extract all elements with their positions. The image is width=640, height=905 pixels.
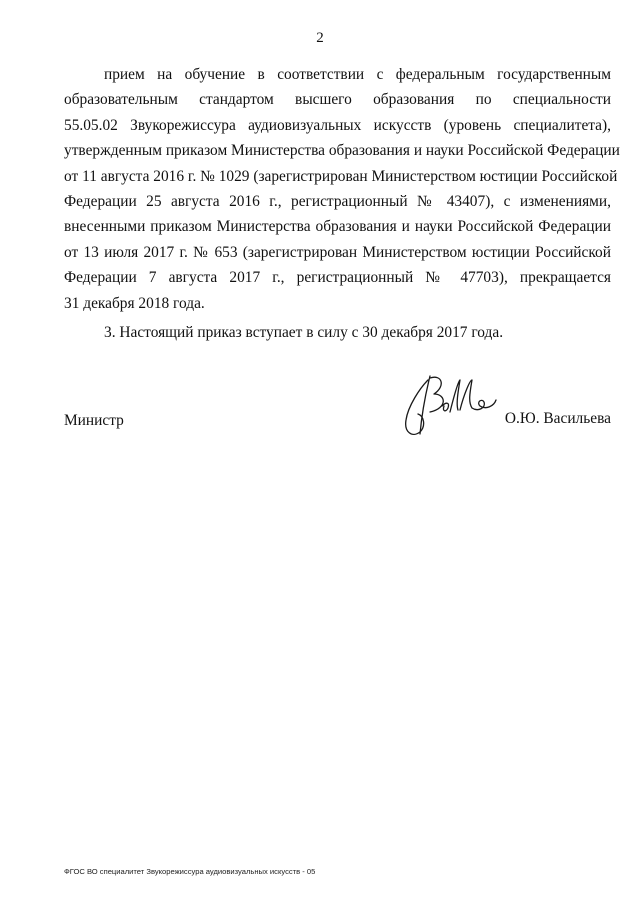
page-number: 2 <box>316 30 324 46</box>
position-title: Министр <box>64 412 124 429</box>
paragraph-line: 3. Настоящий приказ вступает в силу с 30 декабря 2017 года. <box>104 324 504 341</box>
paragraph-line: от 13 июля 2017 г. № 653 (зарегистрирован Министерством юстиции Российской <box>64 243 611 261</box>
paragraph-line: Федерации 25 августа 2016 г., регистрационный № 43407), с изменениями, <box>64 193 611 211</box>
paragraph-line: внесенными приказом Министерства образования и науки Российской Федерации <box>64 218 611 236</box>
signature-block <box>64 410 611 450</box>
paragraph-line: от 11 августа 2016 г. № 1029 (зарегистрирован Министерством юстиции Российской <box>64 167 618 185</box>
paragraph-effective-date <box>104 320 611 345</box>
paragraph-line: прием на обучение в соответствии с федеральным государственным <box>104 66 611 83</box>
paragraph-line: образовательным стандартом высшего образования по специальности <box>64 91 611 109</box>
signer-name: О.Ю. Васильева <box>504 410 611 427</box>
paragraph-line: Федерации 7 августа 2017 г., регистрационный № 47703), прекращается <box>64 269 611 287</box>
paragraph-line: утвержденным приказом Министерства образования и науки Российской Федерации <box>64 142 620 160</box>
handwritten-signature <box>400 372 500 442</box>
footer-note: ФГОС ВО специалитет Звукорежиссура аудиовизуальных искусств - 05 <box>64 867 316 876</box>
paragraph-line: 31 декабря 2018 года. <box>64 294 205 312</box>
paragraph-termination <box>64 62 620 316</box>
paragraph-line: 55.05.02 Звукорежиссура аудиовизуальных искусств (уровень специалитета), <box>64 116 611 134</box>
